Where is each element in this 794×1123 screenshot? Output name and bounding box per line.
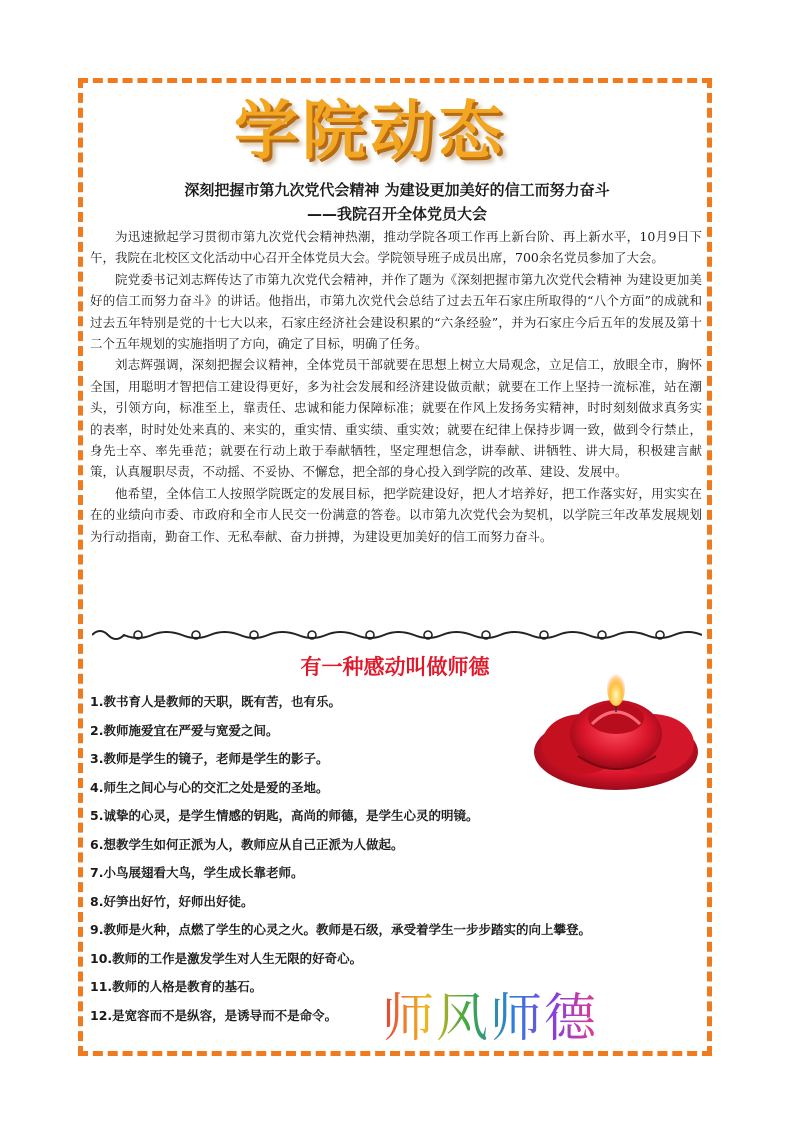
list-item: 9.教师是火种，点燃了学生的心灵之火。教师是石级，承受着学生一步步踏实的向上攀登。: [90, 922, 591, 937]
article-paragraph: 刘志辉强调，深刻把握会议精神，全体党员干部就要在思想上树立大局观念，立足信工，放眼全市，胸怀全国，用聪明才智把信工建设得更好，多为社会发展和经济建设做贡献；就要在工作上坚持一流标准，站在潮头，引领方向，标准至上，靠责任、忠诚和能力保障标准；就要在作风上发扬务实精神，时时刻刻做求真务实的表率，时时处处来真的、来实的，重实情、重实绩、重实效；就要在纪律上保持步调一致，做到令行禁止，身先士卒、率先垂范；就要在行动上敢于奉献牺牲，坚定理想信念，讲奉献、讲牺牲、讲大局，积极建言献策，认真履职尽责，不动摇、不妥协、不懈怠，把全部的身心投入到学院的改革、建设、发展中。: [90, 357, 702, 480]
footer-word-art-text: 师风师德: [382, 989, 599, 1049]
footer-word-art: [382, 986, 712, 1052]
list-item: 5.诚挚的心灵，是学生情感的钥匙，高尚的师德，是学生心灵的明镜。: [90, 808, 479, 823]
article-body: [90, 226, 702, 547]
article-paragraph: 他希望，全体信工人按照学院既定的发展目标，把学院建设好，把人才培养好，把工作落实好，用实实在在的业绩向市委、市政府和全市人民交一份满意的答卷。以市第九次党代会为契机，以学院三年改革发展规划为行动指南，勤奋工作、无私奉献、奋力拼搏，为建设更加美好的信工而努力奋斗。: [90, 485, 702, 544]
page-title: 学院动态: [234, 95, 506, 169]
section-title: 有一种感动叫做师德: [300, 655, 490, 679]
list-item: 11.教师的人格是教育的基石。: [90, 979, 263, 994]
list-item: 10.教师的工作是激发学生对人生无限的好奇心。: [90, 950, 363, 966]
teacher-ethics-quotes: [90, 692, 712, 1034]
list-item: 4.师生之间心与心的交汇之处是爱的圣地。: [90, 779, 329, 795]
list-item: 1.教书育人是教师的天职，既有苦，也有乐。: [90, 694, 341, 709]
list-item: 6.想教学生如何正派为人，教师应从自己正派为人做起。: [90, 836, 404, 852]
swirl-divider-icon: [92, 626, 702, 644]
list-item: 2.教师施爱宜在严爱与宽爱之间。: [90, 722, 279, 738]
article-paragraph: 院党委书记刘志辉传达了市第九次党代会精神，并作了题为《深刻把握市第九次党代会精神 为建设更加美好的信工而努力奋斗》的讲话。他指出，市第九次党代会总结了过去五年石家庄所取得的“八个方面”的成就和过去五年特别是党的十七大以来，石家庄经济社会建设积累的“六条经验”，并为石家庄今后五年的发展及第十二个五年规划的实施指明了方向，确定了目标，明确了任务。: [90, 271, 702, 352]
list-item: 3.教师是学生的镜子，老师是学生的影子。: [90, 751, 329, 766]
list-item: 12.是宽容而不是纵容，是诱导而不是命令。: [90, 1007, 338, 1023]
article-subheadline: ——我院召开全体党员大会: [306, 205, 487, 223]
list-item: 7.小鸟展翅看大鸟，学生成长靠老师。: [90, 865, 304, 880]
list-item: 8.好笋出好竹，好师出好徒。: [90, 893, 254, 909]
article-headline: 深刻把握市第九次党代会精神 为建设更加美好的信工而努力奋斗: [184, 181, 610, 199]
article-paragraph: 为迅速掀起学习贯彻市第九次党代会精神热潮，推动学院各项工作再上新台阶、再上新水平，10月9日下午，我院在北校区文化活动中心召开全体党员大会。学院领导班子成员出席，700余名党员参加了大会。: [90, 229, 702, 266]
